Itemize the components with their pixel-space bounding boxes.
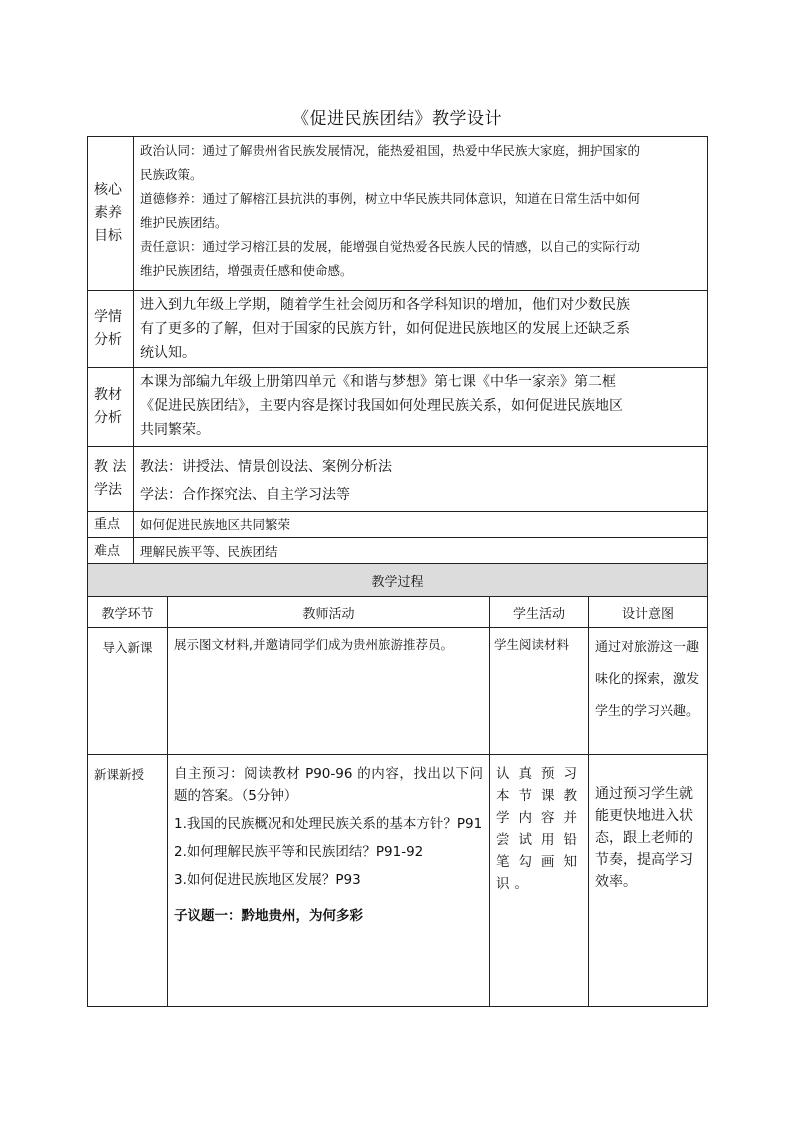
key-label: 重点 — [88, 512, 134, 538]
process-heading: 教学过程 — [88, 564, 708, 597]
teaching-method: 教法：讲授法、情景创设法、案例分析法 — [140, 459, 392, 475]
difficulty-content: 理解民族平等、民族团结 — [134, 538, 708, 566]
method-row — [88, 447, 708, 512]
design-intent: 通过对旅游这一趣味化的探索，激发学生的学习兴趣。 — [589, 628, 708, 755]
learning-method: 学法：合作探究法、自主学习法等 — [140, 487, 350, 503]
document-title: 《促进民族团结》教学设计 — [292, 109, 502, 129]
teacher-activity — [168, 755, 490, 1007]
method-label: 教 法 学法 — [88, 447, 134, 512]
textbook-content: 本课为部编九年级上册第四单元《和谐与梦想》第七课《中华一家亲》第二框 《促进民族团结》，主要内容是探讨我国如何处理民族关系，如何促进民族地区 共同繁荣。 — [134, 368, 708, 447]
process-header-row — [88, 597, 708, 628]
design-intent: 通过预习学生就能更快地进入状态，跟上老师的节奏，提高学习效率。 — [589, 755, 708, 1007]
process-table — [87, 563, 708, 1007]
sub-topic-1: 子议题一：黔地贵州，为何多彩 — [174, 908, 363, 924]
teacher-activity: 展示图文材料,并邀请同学们成为贵州旅游推荐员。 — [168, 628, 490, 755]
question-3: 3.如何促进民族地区发展？P93 — [174, 872, 361, 888]
table-row — [88, 628, 708, 755]
stage-intro: 导入新课 — [88, 628, 168, 755]
core-line: 道德修养：通过了解榕江县抗洪的事例，树立中华民族共同体意识，知道在日常生活中如何 — [140, 191, 641, 206]
core-line: 维护民族团结。 — [140, 215, 228, 230]
core-label: 核心 素养 目标 — [88, 137, 134, 291]
header-design: 设计意图 — [589, 597, 708, 628]
stage-new-lesson: 新课新授 — [88, 755, 168, 1007]
core-content — [134, 137, 708, 291]
difficulty-label: 难点 — [88, 538, 134, 566]
core-line: 维护民族团结，增强责任感和使命感。 — [140, 263, 353, 278]
question-2: 2.如何理解民族平等和民族团结？P91-92 — [174, 844, 424, 860]
header-student: 学生活动 — [490, 597, 589, 628]
core-line: 责任意识：通过学习榕江县的发展，能增强自觉热爱各民族人民的情感，以自己的实际行动 — [140, 239, 641, 254]
question-1: 1.我国的民族概况和处理民族关系的基本方针？P91 — [174, 816, 483, 832]
method-content — [134, 447, 708, 512]
process-heading-row — [88, 564, 708, 597]
core-line: 政治认同：通过了解贵州省民族发展情况，能热爱祖国，热爱中华民族大家庭，拥护国家的 — [140, 143, 641, 158]
textbook-row — [88, 368, 708, 447]
objectives-table — [87, 136, 708, 566]
learner-label: 学情 分析 — [88, 291, 134, 368]
key-row — [88, 512, 708, 538]
header-teacher: 教师活动 — [168, 597, 490, 628]
student-activity: 学生阅读材料 — [490, 628, 589, 755]
header-stage: 教学环节 — [88, 597, 168, 628]
difficulty-row — [88, 538, 708, 566]
table-row — [88, 755, 708, 1007]
core-row — [88, 137, 708, 291]
core-line: 民族政策。 — [140, 167, 203, 182]
student-activity: 认真预习本节课教学内容并尝试用铅笔勾画知识。 — [490, 755, 589, 1007]
textbook-label: 教材 分析 — [88, 368, 134, 447]
preview-instruction: 自主预习：阅读教材 P90-96 的内容，找出以下问题的答案。（5分钟） — [174, 766, 483, 804]
learner-row — [88, 291, 708, 368]
key-content: 如何促进民族地区共同繁荣 — [134, 512, 708, 538]
learner-content: 进入到九年级上学期，随着学生社会阅历和各学科知识的增加，他们对少数民族 有了更多的了解，但对于国家的民族方针，如何促进民族地区的发展上还缺乏系 统认知。 — [134, 291, 708, 368]
